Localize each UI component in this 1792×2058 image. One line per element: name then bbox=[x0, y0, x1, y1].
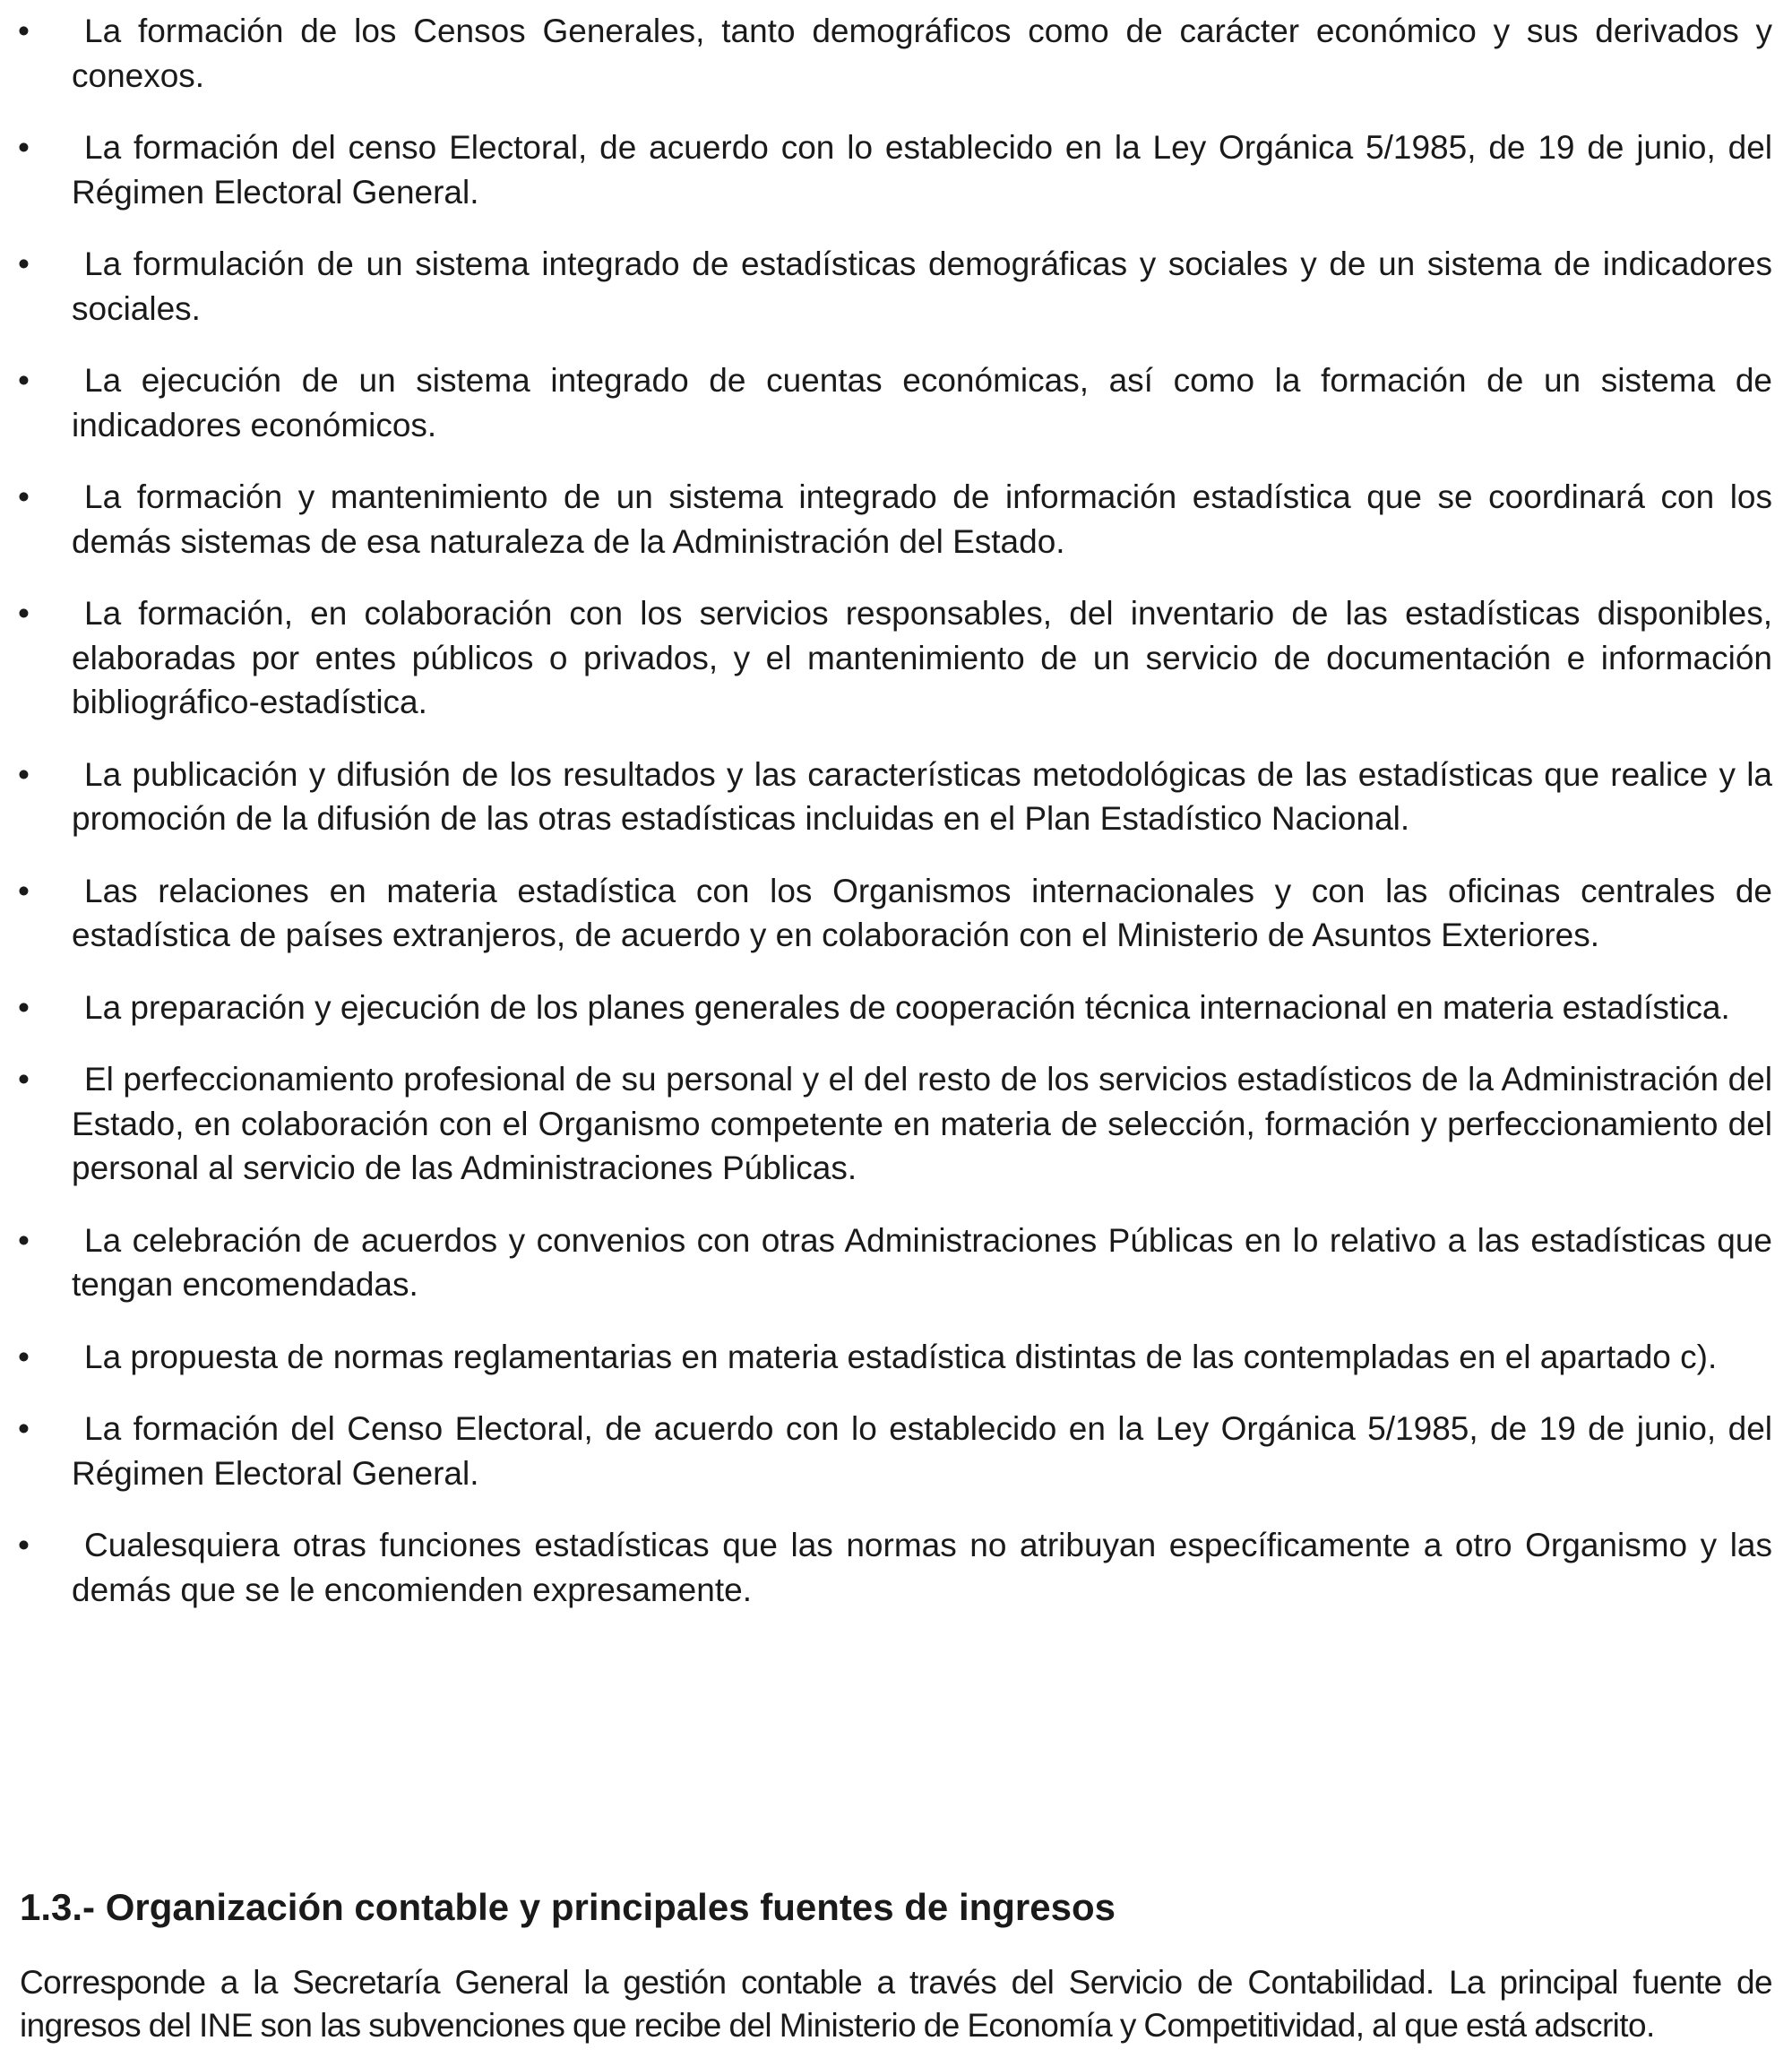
list-item-text: Cualesquiera otras funciones estadísticas que las normas no atribuyan específicamente a otro Organismo y las demás que se le encomienden expresamente. bbox=[72, 1527, 1772, 1608]
list-item bbox=[0, 1335, 1792, 1380]
section-paragraph: Corresponde a la Secretaría General la gestión contable a través del Servicio de Contabilidad. La principal fuente de ingresos del INE son las subvenciones que recibe del Ministerio de Economía y Competitividad, al que está adscrito. bbox=[20, 1964, 1772, 2044]
list-item-text: La formación del Censo Electoral, de acuerdo con lo establecido en la Ley Orgánica 5/1985, de 19 de junio, del Régimen Electoral General. bbox=[72, 1410, 1772, 1492]
list-item-text: La formación de los Censos Generales, tanto demográficos como de carácter económico y sus derivados y conexos. bbox=[72, 13, 1772, 94]
list-item-text: El perfeccionamiento profesional de su personal y el del resto de los servicios estadísticos de la Administración del Estado, en colaboración con el Organismo competente en materia de selección, formación y perfeccionamiento del personal al servicio de las Administraciones Públicas. bbox=[72, 1061, 1772, 1186]
list-item-text: Las relaciones en materia estadística con los Organismos internacionales y con las oficinas centrales de estadística de países extranjeros, de acuerdo y en colaboración con el Ministerio de Asuntos Exteriores. bbox=[72, 872, 1772, 953]
list-item bbox=[0, 753, 1792, 841]
bullet-icon: • bbox=[18, 872, 30, 909]
list-item bbox=[0, 9, 1792, 98]
list-item-text: La publicación y difusión de los resultados y las características metodológicas de las estadísticas que realice y la promoción de la difusión de las otras estadísticas incluidas en el Plan Estadístico Nacional. bbox=[72, 755, 1772, 837]
bullet-icon: • bbox=[18, 755, 30, 793]
list-item bbox=[0, 591, 1792, 725]
list-item-text: La ejecución de un sistema integrado de cuentas económicas, así como la formación de un sistema de indicadores económicos. bbox=[72, 362, 1772, 443]
bullet-icon: • bbox=[18, 1527, 30, 1563]
list-item bbox=[0, 986, 1792, 1030]
list-item-text: La formación del censo Electoral, de acuerdo con lo establecido en la Ley Orgánica 5/1985, de 19 de junio, del Régimen Electoral General. bbox=[72, 129, 1772, 211]
bullet-icon: • bbox=[18, 478, 30, 515]
list-item bbox=[0, 1218, 1792, 1307]
list-item bbox=[0, 1407, 1792, 1495]
section-heading: 1.3.- Organización contable y principales fuentes de ingresos bbox=[20, 1886, 1116, 1928]
list-item bbox=[0, 358, 1792, 447]
bullet-icon: • bbox=[18, 1338, 30, 1375]
list-item-text: La formulación de un sistema integrado de estadísticas demográficas y sociales y de un sistema de indicadores sociales. bbox=[72, 245, 1772, 327]
list-item-text: La celebración de acuerdos y convenios con otras Administraciones Públicas en lo relativo a las estadísticas que tengan encomendadas. bbox=[72, 1221, 1772, 1303]
list-item bbox=[0, 1057, 1792, 1191]
list-item-text: La formación, en colaboración con los servicios responsables, del inventario de las estadísticas disponibles, elaboradas por entes públicos o privados, y el mantenimiento de un servicio de documentación e información bibliográfico-estadística. bbox=[72, 595, 1772, 720]
bullet-icon: • bbox=[18, 362, 30, 399]
list-item bbox=[0, 869, 1792, 958]
bullet-icon: • bbox=[18, 1410, 30, 1447]
bullet-icon: • bbox=[18, 1221, 30, 1259]
bullet-icon: • bbox=[18, 988, 30, 1026]
list-item-text: La formación y mantenimiento de un sistema integrado de información estadística que se coordinará con los demás sistemas de esa naturaleza de la Administración del Estado. bbox=[72, 478, 1772, 560]
bullet-icon: • bbox=[18, 13, 30, 49]
functions-bullet-list bbox=[0, 9, 1792, 1640]
list-item bbox=[0, 475, 1792, 564]
list-item bbox=[0, 242, 1792, 331]
bullet-icon: • bbox=[18, 595, 30, 632]
list-item-text: La preparación y ejecución de los planes generales de cooperación técnica internacional en materia estadística. bbox=[84, 988, 1730, 1026]
bullet-icon: • bbox=[18, 129, 30, 166]
list-item-text: La propuesta de normas reglamentarias en materia estadística distintas de las contempladas en el apartado c). bbox=[84, 1338, 1718, 1375]
list-item bbox=[0, 1523, 1792, 1612]
list-item bbox=[0, 125, 1792, 214]
bullet-icon: • bbox=[18, 1061, 30, 1098]
bullet-icon: • bbox=[18, 245, 30, 282]
